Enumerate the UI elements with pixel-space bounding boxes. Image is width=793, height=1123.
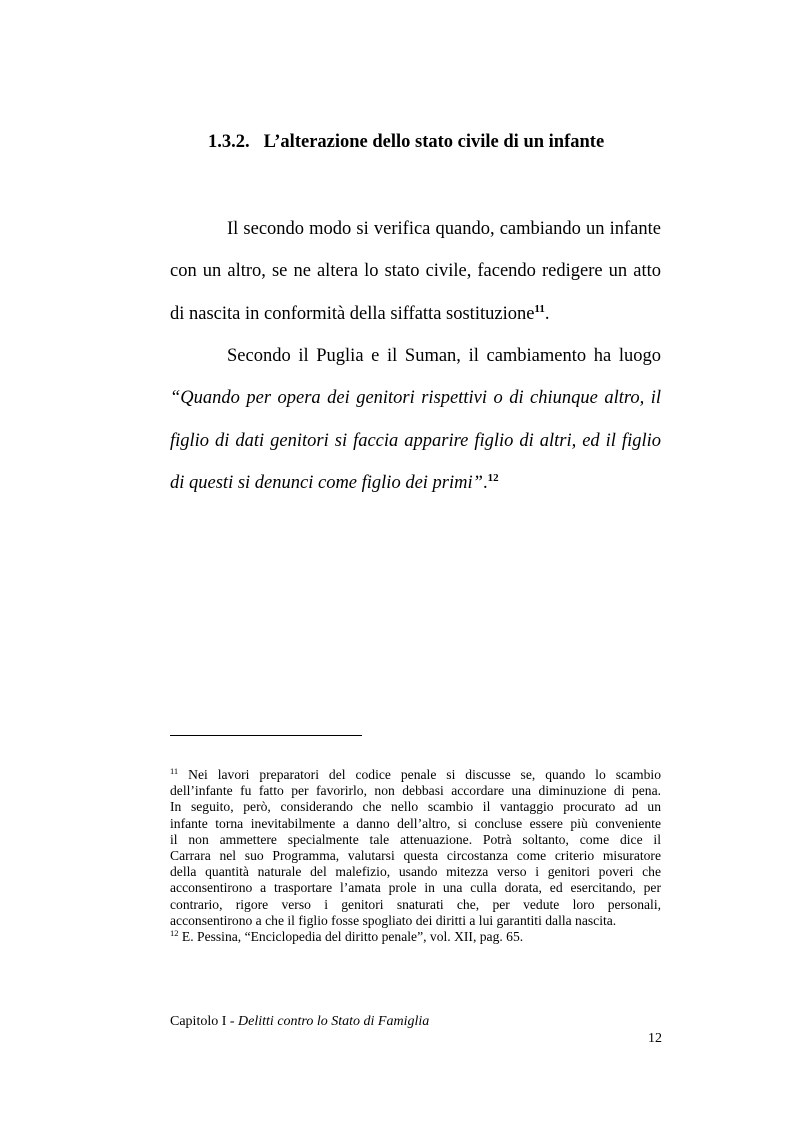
footnote-11-line-4: infante torna inevitabilmente a danno dell’altro, si concluse essere più conveniente [170, 815, 661, 831]
paragraph-2-end-punct: . [482, 473, 488, 494]
footnote-12 [170, 929, 661, 945]
footer-chapter [170, 1014, 429, 1030]
footnote-11-line-10: acconsentirono a che il figlio fosse spogliato dei diritti a lui garantiti dalla nascita. [170, 912, 617, 928]
paragraph-1-line-3 [170, 293, 661, 335]
footnote-11-line-1 [170, 767, 661, 783]
section-number: 1.3.2. [208, 132, 250, 152]
footnote-11-line-2: dell’infante fu fatto per favorirlo, non debbasi accordare una diminuzione di pena. [170, 783, 661, 799]
footnote-11-line-5: il non ammettere specialmente tale attenuazione. Potrà soltanto, come dice il [170, 831, 661, 847]
paragraph-2-line-4-text: di questi si denunci come figlio dei primi” [170, 473, 483, 494]
footnote-12-text: E. Pessina, “Enciclopedia del diritto penale”, vol. XII, pag. 65. [181, 929, 524, 945]
footnotes [170, 767, 661, 945]
paragraph-2-line-3: figlio di dati genitori si faccia apparire figlio di altri, ed il figlio [170, 430, 661, 451]
footer-chapter-title: Delitti contro lo Stato di Famiglia [238, 1014, 430, 1029]
paragraph-1 [170, 208, 661, 335]
paragraph-1-line-1: Il secondo modo si verifica quando, cambiando un infante [227, 219, 661, 239]
footnote-11-line-1-text: Nei lavori preparatori del codice penale si discusse se, quando lo scambio [188, 767, 661, 782]
footer-chapter-prefix: Capitolo I - [170, 1014, 239, 1029]
footnote-12-marker: 12 [170, 928, 179, 939]
footnote-ref-12: 12 [487, 472, 499, 485]
section-heading [208, 132, 604, 153]
paragraph-2-line-4 [170, 462, 661, 504]
paragraph-2-line-1: Secondo il Puglia e il Suman, il cambiamento ha luogo [227, 346, 661, 366]
footnote-separator [170, 735, 362, 736]
footnote-ref-11: 11 [534, 302, 545, 315]
section-title: L’alterazione dello stato civile di un infante [263, 132, 605, 152]
paragraph-1-end-punct: . [544, 303, 550, 324]
paragraph-2 [170, 335, 661, 505]
footnote-11-line-8: acconsentirono a trasportare l’amata prole in una culla dorata, ed esercitando, per [170, 880, 661, 896]
page-number: 12 [648, 1031, 662, 1046]
paragraph-2-line-2: “Quando per opera dei genitori rispettivi o di chiunque altro, il [170, 388, 661, 409]
paragraph-1-line-2: con un altro, se ne altera lo stato civile, facendo redigere un atto [170, 261, 661, 282]
footnote-11-line-7: della quantità naturale del malefizio, usando mitezza verso i genitori poveri che [170, 864, 661, 880]
footnote-11-line-6: Carrara nel suo Programma, valutarsi questa circostanza come criterio misuratore [170, 848, 661, 864]
footnote-11-marker: 11 [170, 766, 179, 776]
footnote-11-line-3: In seguito, però, considerando che nello scambio il vantaggio procurato ad un [170, 799, 661, 815]
footnote-11-line-9: contrario, rigore verso i genitori snaturati che, per vedute loro personali, [170, 896, 661, 912]
paragraph-1-line-3-text: di nascita in conformità della siffatta sostituzione [170, 303, 535, 324]
